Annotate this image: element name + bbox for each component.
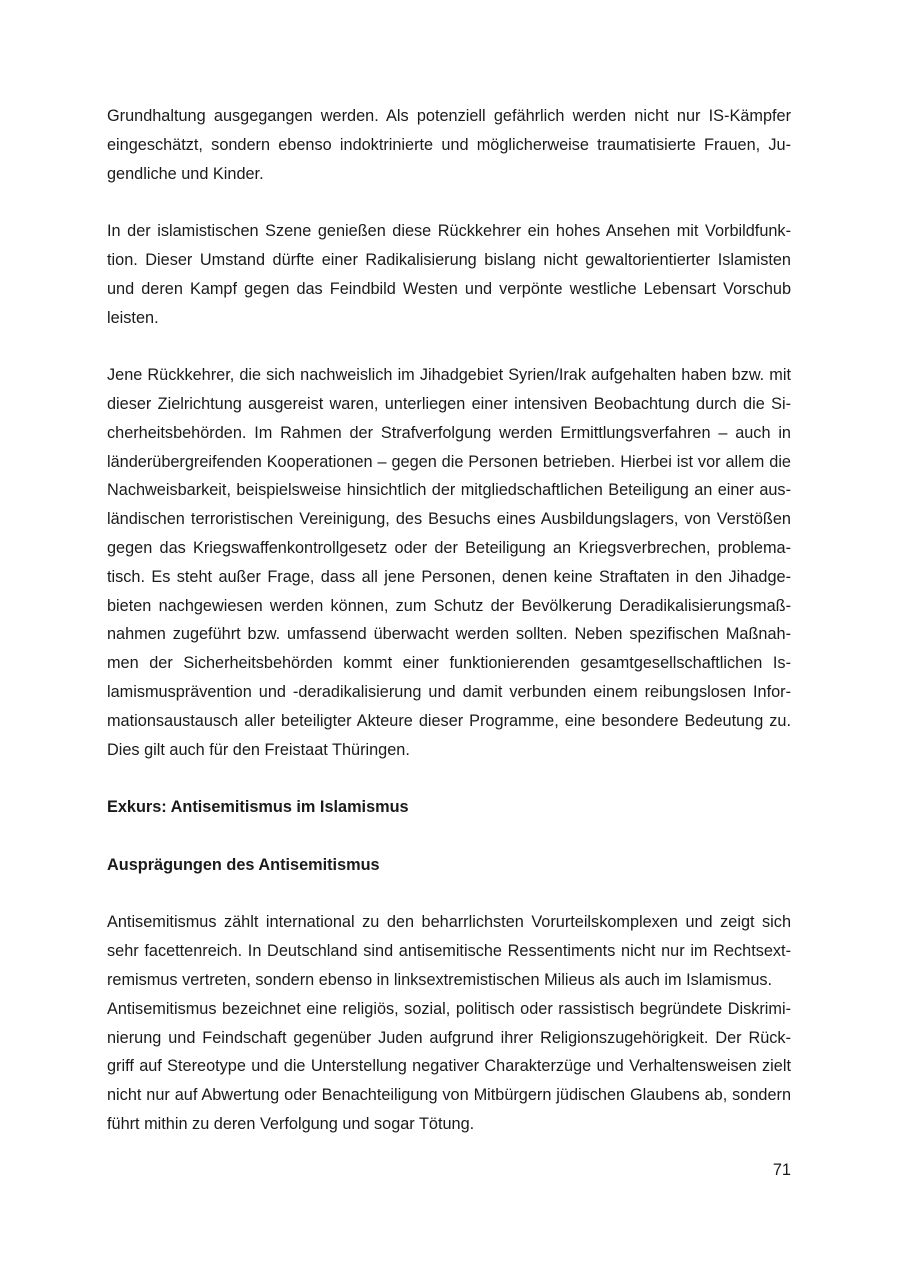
text-line: Grundhaltung ausgegangen werden. Als potenziell gefährlich werden nicht nur IS-Kämpfer: [107, 107, 791, 125]
text-line: tisch. Es steht außer Frage, dass all jene Personen, denen keine Straftaten in den Jihadge-: [107, 567, 791, 586]
text-line: länderübergreifenden Kooperationen – gegen die Personen betrieben. Hierbei ist vor allem die: [107, 452, 791, 471]
text-line: griff auf Stereotype und die Unterstellung negativer Charakterzüge und Verhaltensweisen zielt: [107, 1057, 791, 1076]
text-line: mationsaustausch aller beteiligter Akteure dieser Programme, eine besondere Bedeutung zu.: [107, 711, 791, 730]
text-line: Dies gilt auch für den Freistaat Thüringen.: [107, 740, 410, 759]
text-line: cherheitsbehörden. Im Rahmen der Strafverfolgung werden Ermittlungsverfahren – auch in: [107, 423, 791, 442]
text-line: Jene Rückkehrer, die sich nachweislich im Jihadgebiet Syrien/Irak aufgehalten haben bzw. mit: [107, 366, 791, 385]
text-line: lamismusprävention und -deradikalisierung und damit verbunden einem reibungslosen Infor-: [107, 682, 791, 701]
text-line: nierung und Feindschaft gegenüber Juden aufgrund ihrer Religionszugehörigkeit. Der Rück-: [107, 1028, 791, 1047]
text-line: men der Sicherheitsbehörden kommt einer funktionierenden gesamtgesellschaftlichen Is-: [107, 654, 791, 673]
text-line: ländischen terroristischen Vereinigung, des Besuchs eines Ausbildungslagers, von Verstößen: [107, 510, 791, 529]
page-number: 71: [772, 1161, 791, 1179]
text-line: Antisemitismus zählt international zu den beharrlichsten Vorurteilskomplexen und zeigt sich: [107, 913, 791, 932]
text-line: eingeschätzt, sondern ebenso indoktrinierte und möglicherweise traumatisierte Frauen, Ju-: [107, 135, 791, 154]
text-line: tion. Dieser Umstand dürfte einer Radikalisierung bislang nicht gewaltorientierter Islamisten: [107, 250, 791, 269]
text-line: In der islamistischen Szene genießen diese Rückkehrer ein hohes Ansehen mit Vorbildfunk-: [107, 222, 791, 241]
paragraph-security-authorities: [107, 361, 791, 764]
paragraph-islamist-scene: [107, 217, 791, 332]
text-line: Nachweisbarkeit, beispielsweise hinsichtlich der mitgliedschaftlichen Beteiligung an einer aus-: [107, 481, 791, 500]
text-line: bieten nachgewiesen werden können, zum Schutz der Bevölkerung Deradikalisierungsmaß-: [107, 596, 791, 615]
heading-section: Ausprägungen des Antisemitismus: [107, 855, 380, 874]
paragraph-returnees-risk: [107, 102, 791, 188]
text-line: gegen das Kriegswaffenkontrollgesetz oder der Beteiligung an Kriegsverbrechen, problema-: [107, 538, 791, 557]
text-line: führt mithin zu deren Verfolgung und sogar Tötung.: [107, 1114, 475, 1133]
text-line: nahmen zugeführt bzw. umfassend überwacht werden sollten. Neben spezifischen Maßnah-: [107, 625, 791, 644]
heading-excursus: Exkurs: Antisemitismus im Islamismus: [107, 798, 409, 817]
text-line: nicht nur auf Abwertung oder Benachteiligung von Mitbürgern jüdischen Glaubens ab, sondern: [107, 1086, 791, 1105]
text-line: sehr facettenreich. In Deutschland sind antisemitische Ressentiments nicht nur im Rechtsext-: [107, 942, 791, 961]
text-line: gendliche und Kinder.: [107, 164, 264, 183]
document-page: [107, 102, 791, 1167]
paragraph-antisemitism: [107, 908, 791, 1138]
text-line: dieser Zielrichtung ausgereist waren, unterliegen einer intensiven Beobachtung durch die Si-: [107, 394, 791, 413]
text-line: Antisemitismus bezeichnet eine religiös, sozial, politisch oder rassistisch begründete Diskrimi-: [107, 999, 791, 1018]
text-line: remismus vertreten, sondern ebenso in linksextremistischen Milieus als auch im Islamismus.: [107, 970, 773, 989]
text-line: und deren Kampf gegen das Feindbild Westen und verpönte westliche Lebensart Vorschub: [107, 279, 791, 298]
text-line: leisten.: [107, 308, 159, 327]
